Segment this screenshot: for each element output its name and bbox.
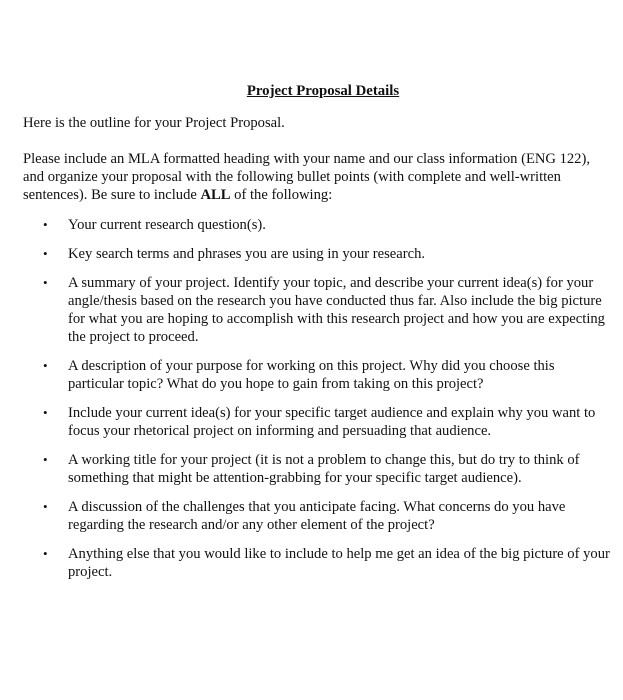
- list-item: [23, 216, 613, 234]
- bullet-icon: •: [43, 499, 48, 514]
- intro-paragraph: Here is the outline for your Project Proposal.: [23, 115, 285, 131]
- requirements-list: [23, 216, 613, 581]
- list-item: [23, 245, 613, 263]
- list-item-text: A working title for your project (it is not a problem to change this, but do try to think of something that might be attention-grabbing for your specific target audience).: [68, 452, 580, 486]
- list-item-text: Anything else that you would like to include to help me get an idea of the big picture of your project.: [68, 546, 610, 580]
- list-item-text: A summary of your project. Identify your topic, and describe your current idea(s) for your angle/thesis based on the research you have conducted thus far. Also include the big picture for what you are hoping to accomplish with this research project and how you are expecting the project to proceed.: [68, 275, 605, 345]
- bullet-icon: •: [43, 452, 48, 467]
- list-item: [23, 545, 613, 581]
- instructions-text-end: of the following:: [230, 187, 333, 203]
- bullet-icon: •: [43, 275, 48, 290]
- list-item-text: Key search terms and phrases you are using in your research.: [68, 246, 426, 262]
- list-item-text: Include your current idea(s) for your specific target audience and explain why you want to focus your rhetorical project on informing and persuading that audience.: [68, 405, 596, 439]
- instructions-text-start: Please include an MLA formatted heading with your name and our class information (ENG 122), and organize your proposal with the following bullet points (with complete and well-written sentences). Be sure to include: [23, 151, 590, 203]
- list-item: [23, 274, 613, 346]
- document-body: [23, 82, 613, 592]
- bullet-icon: •: [43, 217, 48, 232]
- bullet-icon: •: [43, 358, 48, 373]
- list-item: [23, 451, 613, 487]
- list-item-text: A discussion of the challenges that you anticipate facing. What concerns do you have regarding the research and/or any other element of the project?: [68, 499, 566, 533]
- list-item: [23, 357, 613, 393]
- list-item: [23, 404, 613, 440]
- instructions-emphasis: ALL: [200, 187, 231, 203]
- instructions-paragraph: [23, 150, 613, 204]
- bullet-icon: •: [43, 246, 48, 261]
- bullet-icon: •: [43, 546, 48, 561]
- bullet-icon: •: [43, 405, 48, 420]
- list-item: [23, 498, 613, 534]
- list-item-text: A description of your purpose for working on this project. Why did you choose this particular topic? What do you hope to gain from taking on this project?: [68, 358, 555, 392]
- page-title: Project Proposal Details: [246, 83, 400, 99]
- list-item-text: Your current research question(s).: [68, 217, 266, 233]
